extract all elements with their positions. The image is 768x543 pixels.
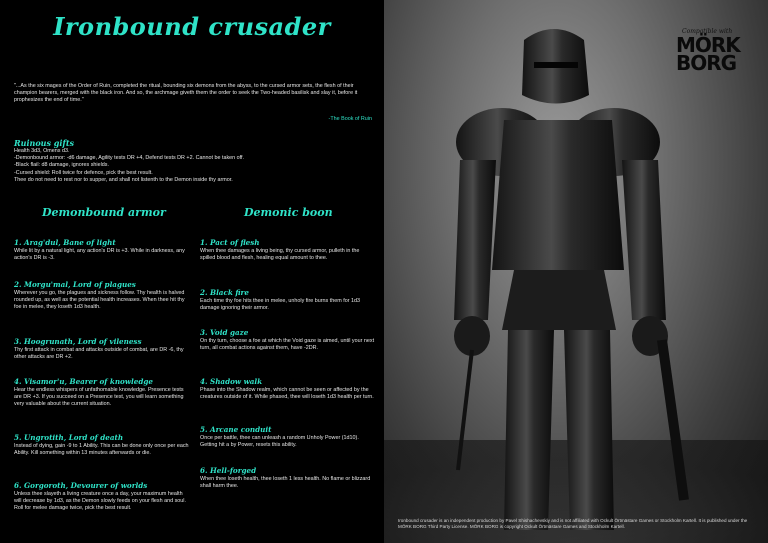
armor-entry	[14, 481, 189, 513]
boon-entry-title: 2. Black fire	[200, 288, 249, 297]
boon-entry-body: Each time thy foe hits thee in melee, unholy fire burns them for 1d3 damage ignoring their armor.	[200, 298, 361, 312]
boon-entry	[200, 425, 375, 449]
armor-entry-title: 6. Gorgoroth, Devourer of worlds	[14, 481, 148, 490]
boon-entry-body: When thee damages a living being, thy cursed armor, pulleth in the spilled blood and flesh, healing equal amount to thee.	[200, 248, 360, 262]
demonic-boon-heading: Demonic boon	[244, 206, 333, 219]
armor-entry-body: Hear the endless whispers of unfathomable knowledge. Presence tests are DR +3. If you succeed on a Presence test, you will learn something very valuable about the current situation.	[14, 387, 184, 408]
armor-entry-body: Wherever you go, the plagues and sickness follow. Thy health is halved rounded up, as well as the potential health increases. When thee hit thy foe in melee, they loseth 1d3 health.	[14, 290, 185, 311]
gifts-line: -Cursed shield: Roll twice for defence, pick the best result.	[14, 169, 153, 176]
gifts-line: Health 3d3, Omens d3.	[14, 148, 70, 154]
armor-entry-title: 3. Hoogrunath, Lord of vileness	[14, 337, 142, 346]
page-title: Ironbound crusader	[53, 12, 331, 41]
gifts-line: Thee do not need to rest nor to supper, and shall not listenth to the Demon inside thy armor.	[14, 176, 233, 183]
boon-entry	[200, 466, 375, 490]
armor-entry	[14, 337, 189, 361]
boon-entry	[200, 288, 375, 312]
armor-entry-body: Instead of dying, gain -9 to 1 Ability. This can be done only once per each Ability. Kill something within 13 minutes afterwards or die.	[14, 443, 189, 457]
armor-entry-title: 2. Morgu'mal, Lord of plagues	[14, 280, 136, 289]
armor-entry	[14, 280, 189, 312]
boon-entry-body: On thy turn, choose a foe at which the Void gaze is aimed, until your next turn, all combat actions against them, have -2DR.	[200, 338, 375, 352]
armor-entry-title: 5. Ungrotith, Lord of death	[14, 433, 124, 442]
boon-entry-body: Phase into the Shadow realm, which cannot be seen or affected by the creatures outside of it. While phased, thee will loseth 1d3 health per turn.	[200, 387, 374, 401]
knight-illustration	[384, 0, 768, 543]
logo-morkborg-text: MÖRK BORG	[676, 33, 740, 75]
boon-entry-body: When thee loseth health, thee loseth 1 less health. No flame or blizzard shall harm thee.	[200, 476, 371, 490]
armor-entry-body: Thy first attack in combat and attacks outside of combat, are DR -6, thy other attacks are DR +2.	[14, 347, 184, 361]
armor-entry-body: Unless thee slayeth a living creature once a day, your maximum health will decrease by 1d3, as the Demon slowly feeds on your flesh and soul. Roll for melee damage twice, pick the best result.	[14, 491, 186, 512]
knight-figure	[384, 0, 768, 543]
armor-entry-body: While lit by a natural light, any action's DR is +3. While in darkness, any action's DR is -3.	[14, 248, 185, 262]
quote-source: -The Book of Ruin	[328, 116, 372, 122]
demonbound-armor-heading: Demonbound armor	[42, 206, 166, 219]
gifts-heading: Ruinous gifts	[14, 138, 75, 148]
boon-entry	[200, 238, 375, 262]
gifts-line: -Black flail: d8 damage, ignores shields.	[14, 162, 109, 169]
boon-entry	[200, 328, 375, 352]
morkborg-logo	[676, 28, 754, 80]
license-footer: Ironbound crusader is an independent production by Pavel Shishachevskiy and is not affiliated with Ockult Örtmästare Games or Stockholm Kartell. It is published under the MÖRK BORG Third Party License. MÖRK BORG is copyright Ockult Örtmästare Games and Stockholm Kartell.	[398, 518, 748, 529]
gifts-line: -Demonbound armor: -d6 damage, Agility tests DR +4, Defend tests DR +2. Cannot be taken off.	[14, 155, 245, 162]
armor-entry	[14, 433, 189, 457]
armor-entry-title: 1. Arag'dul, Bane of light	[14, 238, 116, 247]
boon-entry-title: 6. Hell-forged	[200, 466, 257, 475]
boon-entry-title: 4. Shadow walk	[200, 377, 263, 386]
gifts-list	[14, 148, 374, 184]
logo-compatible-text: Compatible with	[682, 28, 733, 35]
armor-entry	[14, 238, 189, 262]
boon-entry-title: 5. Arcane conduit	[200, 425, 272, 434]
boon-entry-body: Once per battle, thee can unleash a random Unholy Power (1d10). Getting hit a by Power, resets this ability.	[200, 435, 359, 449]
boon-entry-title: 3. Void gaze	[200, 328, 249, 337]
armor-entry	[14, 377, 189, 409]
intro-quote: "...As the six mages of the Order of Ruin, completed the ritual, bounding six demons from the abyss, to the cursed armor sets, the flesh of their champion bearers, merged with the black iron. And so, the archmage giveth them the order to seek the Two-headed basilisk and slay it, before it prophesizes the end of time."	[14, 83, 358, 104]
boon-entry	[200, 377, 375, 401]
armor-entry-title: 4. Visamor'u, Bearer of knowledge	[14, 377, 153, 386]
boon-entry-title: 1. Pact of flesh	[200, 238, 260, 247]
